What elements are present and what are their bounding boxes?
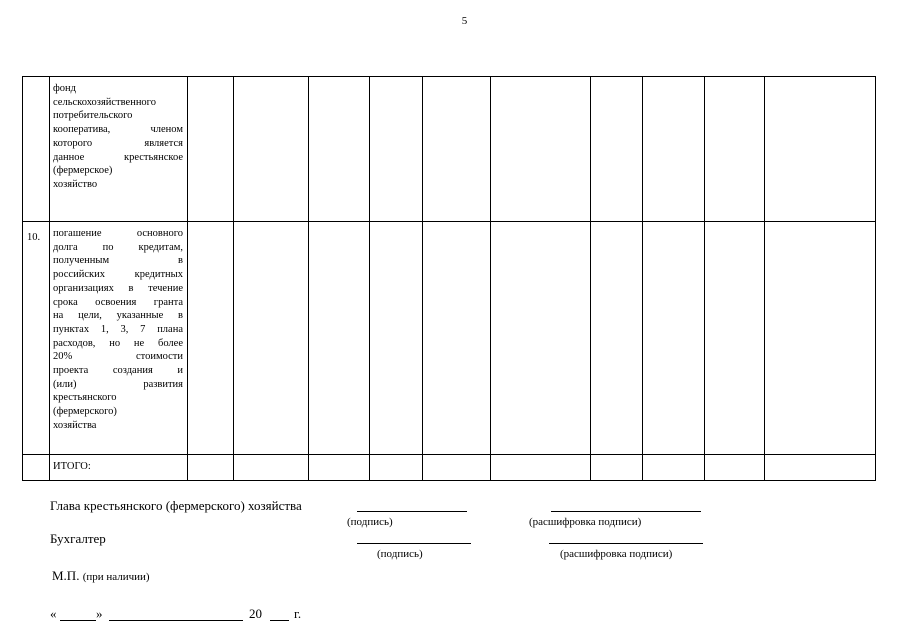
row-description-line: (или) развития	[53, 378, 183, 390]
row-description-line: 20% стоимости	[53, 351, 183, 363]
accountant-label: Бухгалтер	[50, 531, 106, 546]
stamp-note: (при наличии)	[82, 571, 150, 583]
table-cell	[491, 222, 591, 455]
table-cell	[309, 222, 370, 455]
row-description	[50, 222, 188, 455]
table-cell	[765, 455, 876, 481]
row-number: 10.	[23, 222, 50, 455]
table-cell	[705, 77, 765, 222]
accountant-decode-line[interactable]	[549, 543, 703, 544]
row-description-line: фонд	[53, 83, 77, 94]
page-number: 5	[461, 15, 468, 27]
table-cell	[23, 455, 50, 481]
row-description-line: потребительского	[53, 110, 133, 122]
head-signature-label: Глава крестьянского (фермерского) хозяйства	[50, 498, 302, 513]
total-label: ИТОГО:	[50, 455, 188, 481]
table-cell	[705, 455, 765, 481]
stamp-abbr: М.П.	[52, 568, 80, 583]
row-description-line: крестьянского	[53, 392, 117, 404]
table-cell	[705, 222, 765, 455]
row-description-line: погашение основного	[53, 228, 183, 239]
row-description-line: на цели, указанные в	[53, 310, 183, 322]
table-cell	[423, 222, 491, 455]
date-day-line[interactable]	[60, 620, 96, 621]
expense-table	[22, 76, 876, 481]
accountant-signature-line[interactable]	[357, 543, 471, 544]
row-description-line: (фермерское)	[53, 165, 113, 177]
row-description-line: организациях в течение	[53, 282, 183, 294]
row-description-line: хозяйства	[53, 419, 97, 431]
date-close-quote: »	[96, 606, 103, 621]
row-description-line: (фермерского)	[53, 406, 117, 418]
date-year-prefix: 20	[249, 606, 262, 621]
table-cell	[188, 455, 234, 481]
row-description-line: кооператива, членом	[53, 124, 183, 136]
table-cell	[234, 77, 309, 222]
total-row	[23, 455, 876, 481]
row-description-line: российских кредитных	[53, 269, 183, 281]
table-cell	[309, 77, 370, 222]
table-cell	[591, 77, 643, 222]
row-description-line: пунктах 1, 3, 7 плана	[53, 323, 183, 335]
table-cell	[423, 77, 491, 222]
date-open-quote: «	[50, 606, 57, 621]
row-description-line: хозяйство	[53, 178, 98, 190]
row-description-line: расходов, но не более	[53, 337, 183, 349]
accountant-decode-caption: (расшифровка подписи)	[560, 548, 673, 560]
table-cell	[643, 222, 705, 455]
table-cell	[765, 77, 876, 222]
decode-caption: (расшифровка подписи)	[529, 516, 642, 528]
table-cell	[643, 77, 705, 222]
table-cell	[591, 222, 643, 455]
head-signature-line[interactable]	[357, 511, 467, 512]
table-cell	[591, 455, 643, 481]
table-cell	[370, 222, 423, 455]
table-row	[23, 222, 876, 455]
date-year-suffix: г.	[294, 606, 302, 621]
row-description-line: срока освоения гранта	[53, 296, 183, 308]
table-cell	[188, 77, 234, 222]
table-cell	[234, 222, 309, 455]
row-description-line: данное крестьянское	[53, 151, 183, 163]
table-cell	[188, 222, 234, 455]
date-year-line[interactable]	[270, 620, 289, 621]
table-cell	[765, 222, 876, 455]
table-cell	[491, 77, 591, 222]
table-cell	[370, 455, 423, 481]
head-decode-line[interactable]	[551, 511, 701, 512]
date-month-line[interactable]	[109, 620, 243, 621]
table-cell	[423, 455, 491, 481]
row-description-line: полученным в	[53, 255, 183, 267]
row-description-line: сельскохозяйственного	[53, 96, 156, 108]
row-description-line: проекта создания и	[53, 365, 183, 377]
accountant-signature-caption: (подпись)	[377, 548, 423, 560]
table-cell	[309, 455, 370, 481]
table-cell	[643, 455, 705, 481]
row-description-line: которого является	[53, 137, 183, 149]
signature-caption: (подпись)	[347, 516, 393, 528]
table-cell	[370, 77, 423, 222]
row-description	[50, 77, 188, 222]
table-cell	[234, 455, 309, 481]
stamp-label	[52, 568, 150, 584]
row-description-line: долга по кредитам,	[53, 241, 183, 253]
row-number	[23, 77, 50, 222]
table-row	[23, 77, 876, 222]
table-cell	[491, 455, 591, 481]
